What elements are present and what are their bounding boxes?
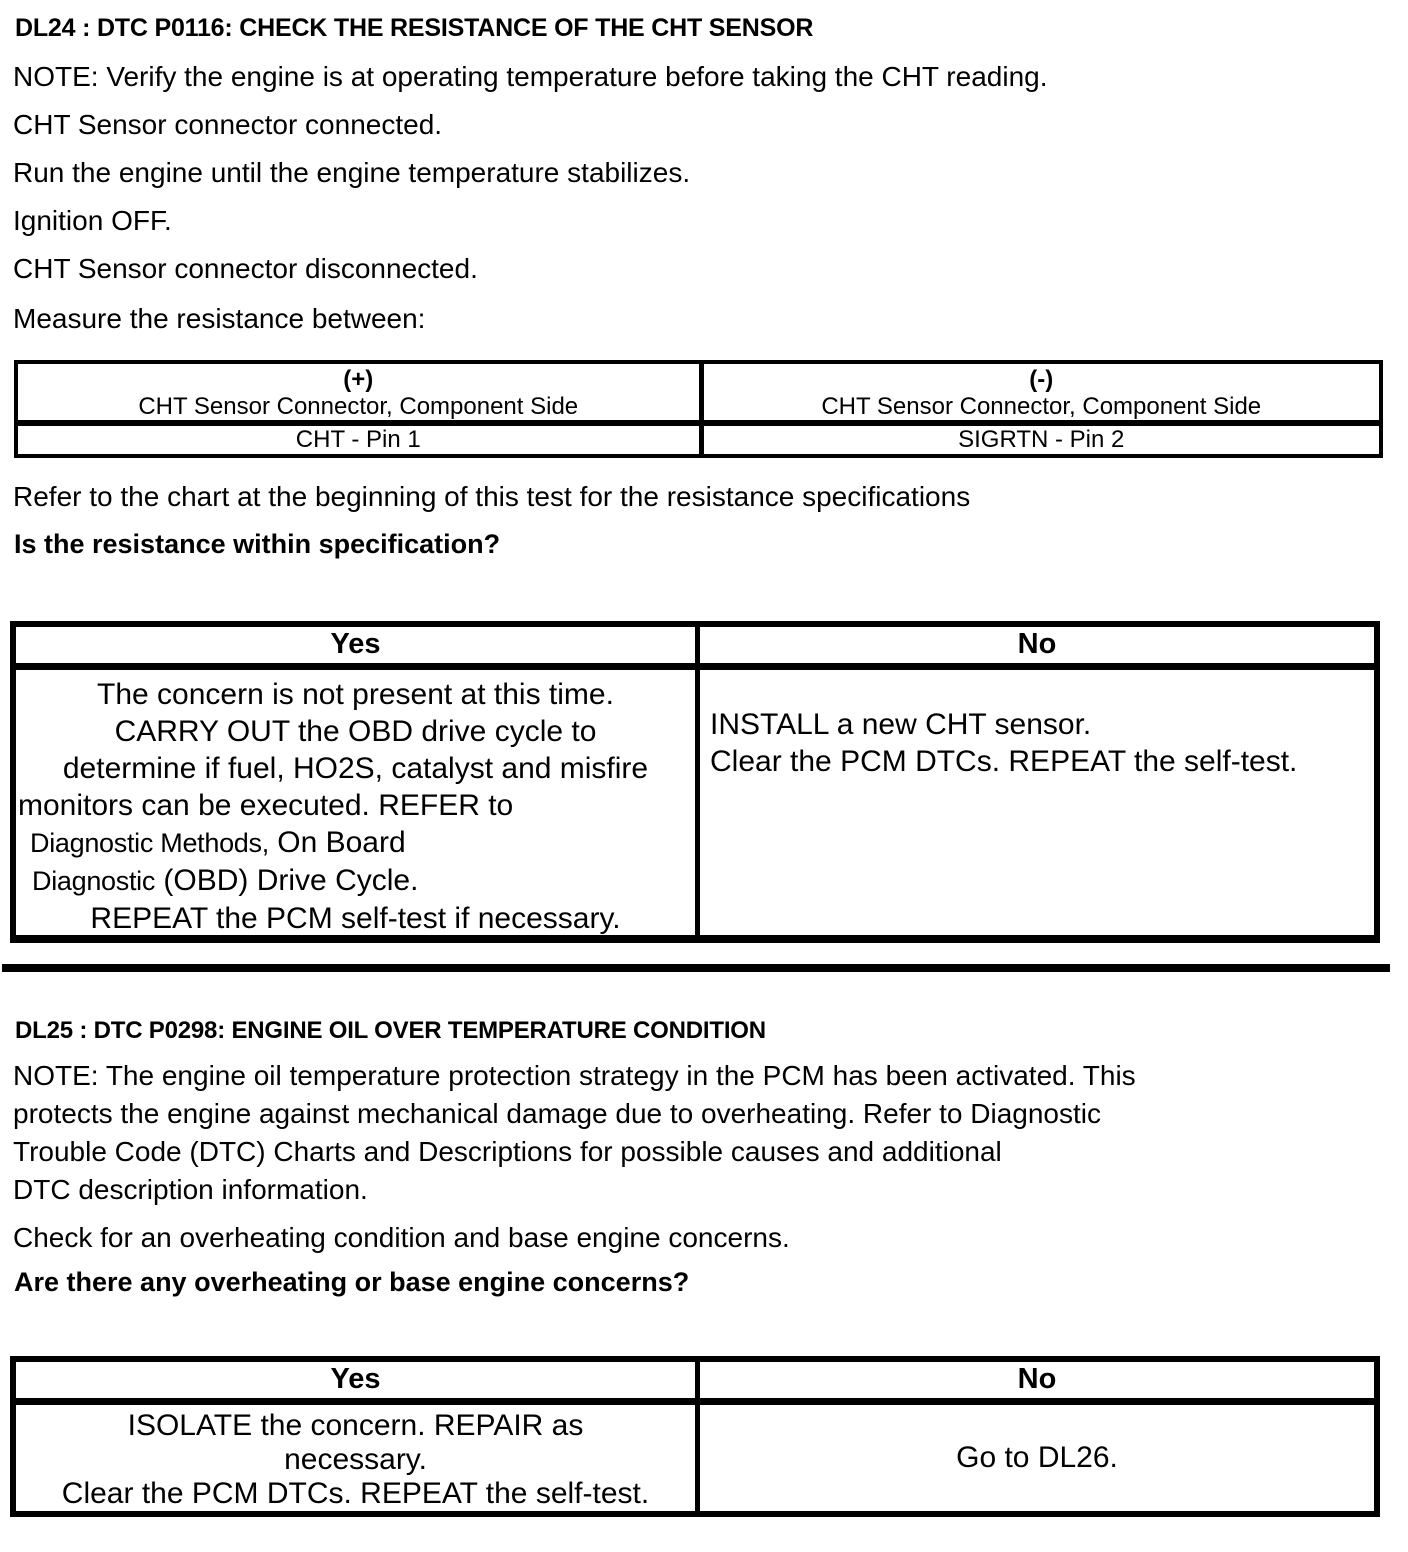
section-dl24 bbox=[0, 16, 1408, 943]
section-divider-rule bbox=[2, 964, 1390, 972]
dl24-no-header: No bbox=[695, 627, 1374, 670]
dl25-question: Are there any overheating or base engine concerns? bbox=[14, 1267, 690, 1297]
dl25-note-line: Trouble Code (DTC) Charts and Descriptions for possible causes and additional bbox=[13, 1136, 1002, 1167]
scanned-service-manual-page bbox=[0, 16, 1408, 1552]
dl25-yes-line: Clear the PCM DTCs. REPEAT the self-test. bbox=[61, 1477, 650, 1510]
dl24-no-line: INSTALL a new CHT sensor. bbox=[710, 708, 1092, 741]
dl24-yes-line-rest: On Board bbox=[268, 826, 406, 859]
dl24-step-ignition-off: Ignition OFF. bbox=[13, 205, 172, 236]
dl25-no-cell bbox=[695, 1405, 1374, 1511]
dl25-yes-line: necessary. bbox=[284, 1443, 427, 1476]
measure-header-negative bbox=[699, 364, 1380, 426]
dl24-yes-line: The concern is not present at this time. bbox=[97, 678, 614, 711]
dl24-yes-line bbox=[16, 824, 695, 862]
dl24-yes-line: CARRY OUT the OBD drive cycle to bbox=[114, 715, 597, 748]
document-body bbox=[0, 16, 1408, 1517]
dl24-decision-table bbox=[10, 621, 1380, 943]
dl25-note bbox=[13, 1057, 1408, 1209]
dl24-step-connector-connected: CHT Sensor connector connected. bbox=[13, 109, 443, 140]
dl24-no-line: Clear the PCM DTCs. REPEAT the self-test. bbox=[710, 745, 1298, 778]
dl25-decision-table bbox=[10, 1356, 1380, 1517]
dl25-yes-header: Yes bbox=[16, 1362, 695, 1405]
dl24-yes-line: REPEAT the PCM self-test if necessary. bbox=[90, 902, 621, 935]
dl24-step-run-engine: Run the engine until the engine temperature stabilizes. bbox=[13, 157, 691, 188]
dl24-measure-intro: Measure the resistance between: bbox=[13, 303, 426, 334]
negative-sign: (-) bbox=[1029, 366, 1054, 393]
dl24-yes-line: monitors can be executed. REFER to bbox=[18, 789, 514, 822]
dl24-heading: DL24 : DTC P0116: CHECK THE RESISTANCE OF THE CHT SENSOR bbox=[15, 14, 814, 42]
dl24-yes-line: determine if fuel, HO2S, catalyst and misfire bbox=[62, 752, 649, 785]
positive-pin-cell: CHT - Pin 1 bbox=[295, 426, 421, 453]
dl25-check-text: Check for an overheating condition and base engine concerns. bbox=[13, 1222, 790, 1253]
negative-pin-cell: SIGRTN - Pin 2 bbox=[699, 426, 1380, 454]
measure-header-positive bbox=[18, 364, 699, 426]
dl24-no-cell bbox=[695, 670, 1374, 935]
dl25-yes-cell bbox=[16, 1405, 695, 1511]
dl25-no-text: Go to DL26. bbox=[956, 1441, 1118, 1474]
dl24-yes-line bbox=[16, 862, 695, 900]
dl25-yes-line: ISOLATE the concern. REPAIR as bbox=[127, 1409, 584, 1442]
negative-connector-label: CHT Sensor Connector, Component Side bbox=[821, 393, 1262, 420]
dl24-refer-text: Refer to the chart at the beginning of this test for the resistance specifications bbox=[13, 481, 971, 512]
positive-sign: (+) bbox=[343, 366, 374, 393]
dl25-heading: DL25 : DTC P0298: ENGINE OIL OVER TEMPERATURE CONDITION bbox=[15, 1017, 766, 1044]
dl25-note-line: NOTE: The engine oil temperature protection strategy in the PCM has been activated. This bbox=[13, 1060, 1136, 1091]
section-dl25 bbox=[0, 1019, 1408, 1517]
dl25-note-line: protects the engine against mechanical damage due to overheating. Refer to Diagnostic bbox=[13, 1098, 1102, 1129]
positive-connector-label: CHT Sensor Connector, Component Side bbox=[138, 393, 579, 420]
dl24-yes-line-rest: (OBD) Drive Cycle. bbox=[155, 864, 419, 897]
dl24-yes-cell bbox=[16, 670, 695, 935]
dl24-question: Is the resistance within specification? bbox=[14, 529, 501, 559]
diagnostic-methods-ref: Diagnostic Methods, bbox=[30, 828, 269, 858]
dl24-yes-header: Yes bbox=[16, 627, 695, 670]
diagnostic-ref: Diagnostic bbox=[32, 866, 156, 896]
dl25-note-line: DTC description information. bbox=[13, 1174, 368, 1205]
measurement-points-table bbox=[14, 360, 1383, 458]
dl25-no-header: No bbox=[695, 1362, 1374, 1405]
dl24-note: NOTE: Verify the engine is at operating temperature before taking the CHT reading. bbox=[13, 61, 1048, 92]
dl24-step-connector-disconnected: CHT Sensor connector disconnected. bbox=[13, 253, 478, 284]
